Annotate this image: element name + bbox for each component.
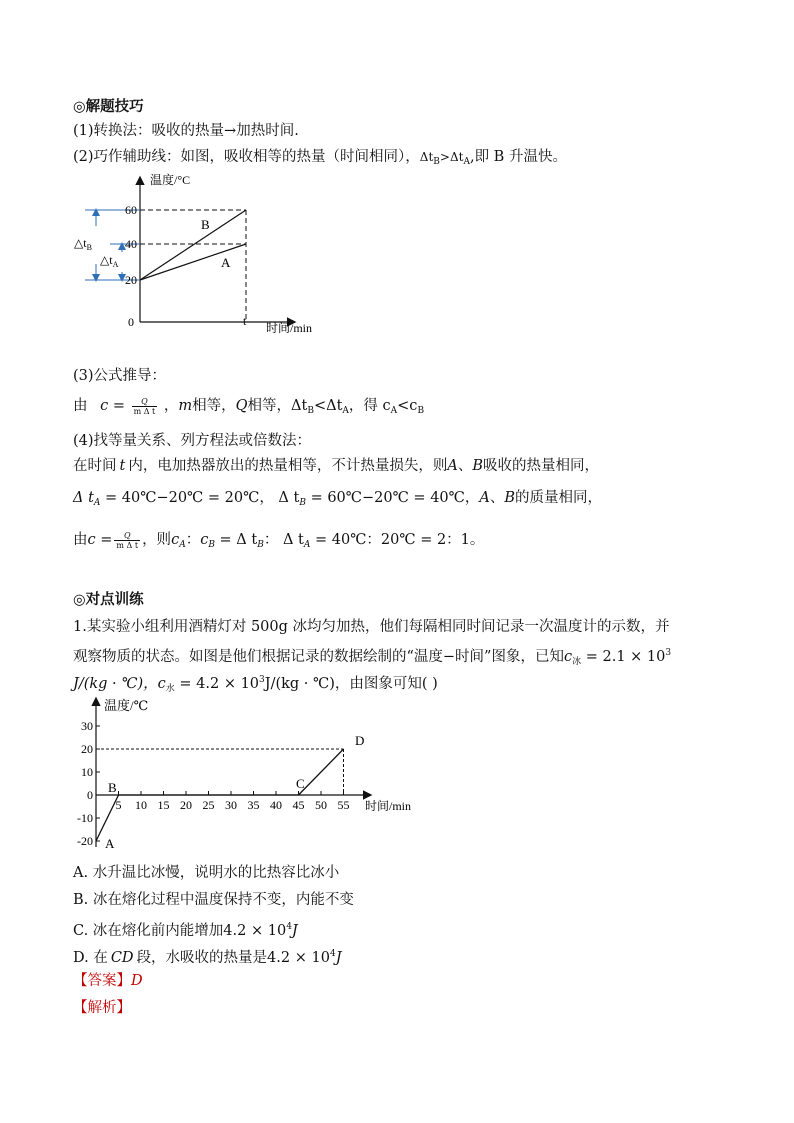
section-title-techniques: ◎解题技巧: [73, 98, 144, 115]
technique-line-1: (1)转换法：吸收的热量→加热时间.: [73, 123, 299, 139]
s4-l1-c: 、: [457, 458, 473, 474]
s4-l1-a: 在时间: [73, 458, 117, 474]
option-A: A. 水升温比冰慢，说明水的比热容比冰小: [73, 865, 340, 881]
s3-rest3: 相等，Δt: [247, 398, 308, 414]
chart2-xtick-label: 55: [337, 798, 350, 812]
s4-l1-t: t: [119, 458, 126, 474]
chart2-ticks: [77, 719, 350, 848]
s4-l2-B: B: [504, 490, 516, 506]
q-l3-d: J/(kg · ℃)，由图象可知( ): [264, 676, 438, 692]
s4-l2-subA: A: [93, 498, 101, 508]
chart2-xlabel: 时间/min: [365, 799, 412, 813]
s3-rest4: ，得 c: [348, 398, 391, 414]
s4-l1-d: 吸收的热量相同，: [482, 458, 599, 474]
s4-l3-num: Q: [114, 531, 140, 541]
section-title-practice: ◎对点训练: [73, 591, 144, 608]
chart1-ytick-20: 20: [125, 273, 137, 287]
s4-l1-b: 内，电加热器放出的热量相等，不计热量损失，则: [128, 458, 448, 474]
answer-value: D: [131, 973, 143, 989]
chart2-xtick-label: 50: [315, 798, 327, 812]
s3-Q: Q: [235, 398, 248, 414]
s3-frac-num: Q: [132, 397, 158, 407]
chart1-label-B: B: [201, 217, 210, 232]
analysis-label: 【解析】: [73, 1000, 131, 1016]
question-line-2: [73, 643, 671, 672]
option-C: [73, 917, 298, 941]
section4-line-1: [73, 456, 599, 476]
option-C-text: C. 冰在熔化前内能增加4.2 × 10: [73, 923, 287, 939]
technique-line-2-subA: A: [463, 157, 470, 167]
chart1-ytick-60: 60: [125, 203, 137, 217]
chart2-ytick-label: -20: [77, 834, 93, 848]
option-C-sup: 4: [286, 922, 292, 932]
q-l3-b: = 4.2 × 10: [174, 676, 260, 692]
answer-label: 【答案】: [73, 973, 131, 989]
technique-line-2-suffix: ,即 B 升温快。: [469, 149, 567, 165]
option-D: [73, 944, 342, 968]
option-D-unit: J: [335, 950, 342, 966]
q-l2-c: c: [563, 649, 573, 665]
chart2-xtick-label: 20: [180, 798, 192, 812]
section3-title: (3)公式推导：: [73, 368, 167, 384]
section4-line-2: [73, 488, 602, 513]
option-D-sup: 4: [329, 949, 336, 959]
s3-subA2: A: [390, 406, 398, 416]
chart2-xtick-label: 5: [115, 798, 122, 812]
s4-l3-subA: A: [179, 540, 186, 550]
s4-l2-d: 的质量相同，: [515, 490, 603, 506]
q-l2-a: 观察物质的状态。如图是他们根据记录的数据绘制的“温度−时间”图象，已知: [73, 649, 564, 665]
chart2-ytick-label: -10: [77, 811, 93, 825]
chart2-xtick-label: 30: [225, 798, 237, 812]
chart1-ylabel: 温度/°C: [150, 173, 191, 187]
chart2-segment-CD: [299, 749, 344, 795]
s4-l3-subB2: B: [257, 540, 264, 550]
s4-l3-a: ，则: [142, 532, 172, 548]
chart1-delta-A: $\triangle t_A$: [100, 253, 119, 269]
q-l3-a: J/(kg · ℃)，: [73, 676, 158, 692]
option-D-cd: CD: [110, 950, 134, 966]
technique-line-2-subB: B: [433, 157, 440, 167]
option-D-a: D. 在: [73, 950, 108, 966]
option-C-unit: J: [291, 923, 298, 939]
chart2-ylabel: 温度/℃: [104, 698, 149, 713]
s4-l3-subA2: A: [303, 540, 311, 550]
section4-title: (4)找等量关系、列方程法或倍数法：: [73, 433, 312, 449]
technique-line-2-prefix: (2)巧作辅助线：如图，吸收相等的热量（时间相同），: [73, 149, 420, 165]
q-l2-sub: 冰: [572, 657, 582, 667]
section4-line-3: [73, 530, 484, 555]
heating-comparison-chart: [70, 168, 330, 338]
chart2-xtick-label: 45: [292, 798, 305, 812]
chart2-point-D: D: [355, 733, 365, 748]
q-l3-c: c: [157, 676, 166, 692]
s3-subB: B: [307, 406, 314, 416]
chart1-label-A: A: [221, 255, 231, 270]
s4-l3-you: 由: [73, 532, 88, 548]
s3-you: 由: [73, 398, 88, 414]
chart2-ytick-label: 0: [87, 788, 93, 802]
chart2-point-C: C: [296, 776, 305, 791]
chart2-ytick-label: 20: [81, 742, 93, 756]
s4-l1-A: A: [447, 458, 458, 474]
chart2-xtick-label: 25: [202, 798, 215, 812]
s4-l3-c: c =: [87, 532, 113, 548]
chart1-origin: 0: [128, 315, 134, 329]
s3-m: m: [178, 398, 193, 414]
s4-l3-fraction: [114, 531, 140, 550]
s3-c-eq: c =: [100, 398, 125, 414]
s4-l2-c: 、: [489, 490, 505, 506]
s3-rest2: 相等，: [192, 398, 236, 414]
s4-l3-cA: c: [171, 532, 180, 548]
s3-lt: <Δt: [313, 398, 343, 414]
s4-l3-den: m Δ t: [116, 540, 139, 550]
q-l3-sub: 水: [165, 684, 175, 694]
chart2-xtick-label: 10: [135, 798, 147, 812]
s4-l3-d: ： Δ t: [263, 532, 304, 548]
s3-subA: A: [342, 406, 349, 416]
s4-l2-a: = 40℃−20℃ = 20℃， Δ t: [100, 490, 300, 506]
technique-line-2-gt: >Δt: [439, 150, 464, 164]
s3-comma: ，: [163, 398, 179, 414]
s4-l3-e: = 40℃：20℃ = 2：1。: [310, 532, 485, 548]
s4-l2-b: = 60℃−20℃ = 40℃，: [305, 490, 480, 506]
technique-line-2-dtB: Δt: [419, 150, 434, 164]
chart2-point-A: A: [105, 836, 115, 851]
s4-l3-subB: B: [208, 540, 215, 550]
chart2-ytick-label: 10: [81, 765, 93, 779]
s4-l2-A: A: [479, 490, 490, 506]
s4-l3-cB: c: [200, 532, 209, 548]
s3-frac-den: m Δ t: [133, 406, 156, 416]
chart2-ytick-label: 30: [81, 719, 93, 733]
chart1-delta-B: $\triangle t_B$: [74, 236, 92, 252]
q-l3-sup: 3: [259, 675, 265, 685]
s4-l3-c2: = Δ t: [214, 532, 258, 548]
option-D-b: 段，水吸收的热量是4.2 × 10: [136, 950, 330, 966]
s4-l3-b: ：: [185, 532, 201, 548]
chart2-xtick-label: 35: [247, 798, 260, 812]
chart2-xtick-label: 40: [270, 798, 282, 812]
s4-l1-B: B: [472, 458, 483, 474]
s3-subB2: B: [417, 406, 425, 416]
section3-formula-line: [73, 396, 424, 421]
s3-fraction: [132, 397, 158, 416]
chart2-xtick-label: 15: [157, 798, 170, 812]
s4-l2-subB: B: [299, 498, 306, 508]
answer-line: [73, 971, 143, 991]
chart2-point-B: B: [108, 780, 117, 795]
option-B: B. 冰在熔化过程中温度保持不变，内能不变: [73, 892, 354, 908]
s3-lt2: <c: [397, 398, 418, 414]
question-line-1: 1.某实验小组利用酒精灯对 500g 冰均匀加热，他们每隔相同时间记录一次温度计的示数，并: [73, 619, 670, 635]
chart1-xtick-t: t: [243, 314, 247, 328]
s4-l2-dt: Δ t: [73, 490, 94, 506]
q-l2-b: = 2.1 × 10: [581, 649, 666, 665]
ice-heating-chart: [70, 695, 440, 855]
chart1-ytick-40: 40: [125, 237, 137, 251]
chart1-xlabel: 时间/min: [266, 321, 313, 335]
q-l2-sup: 3: [665, 648, 672, 658]
